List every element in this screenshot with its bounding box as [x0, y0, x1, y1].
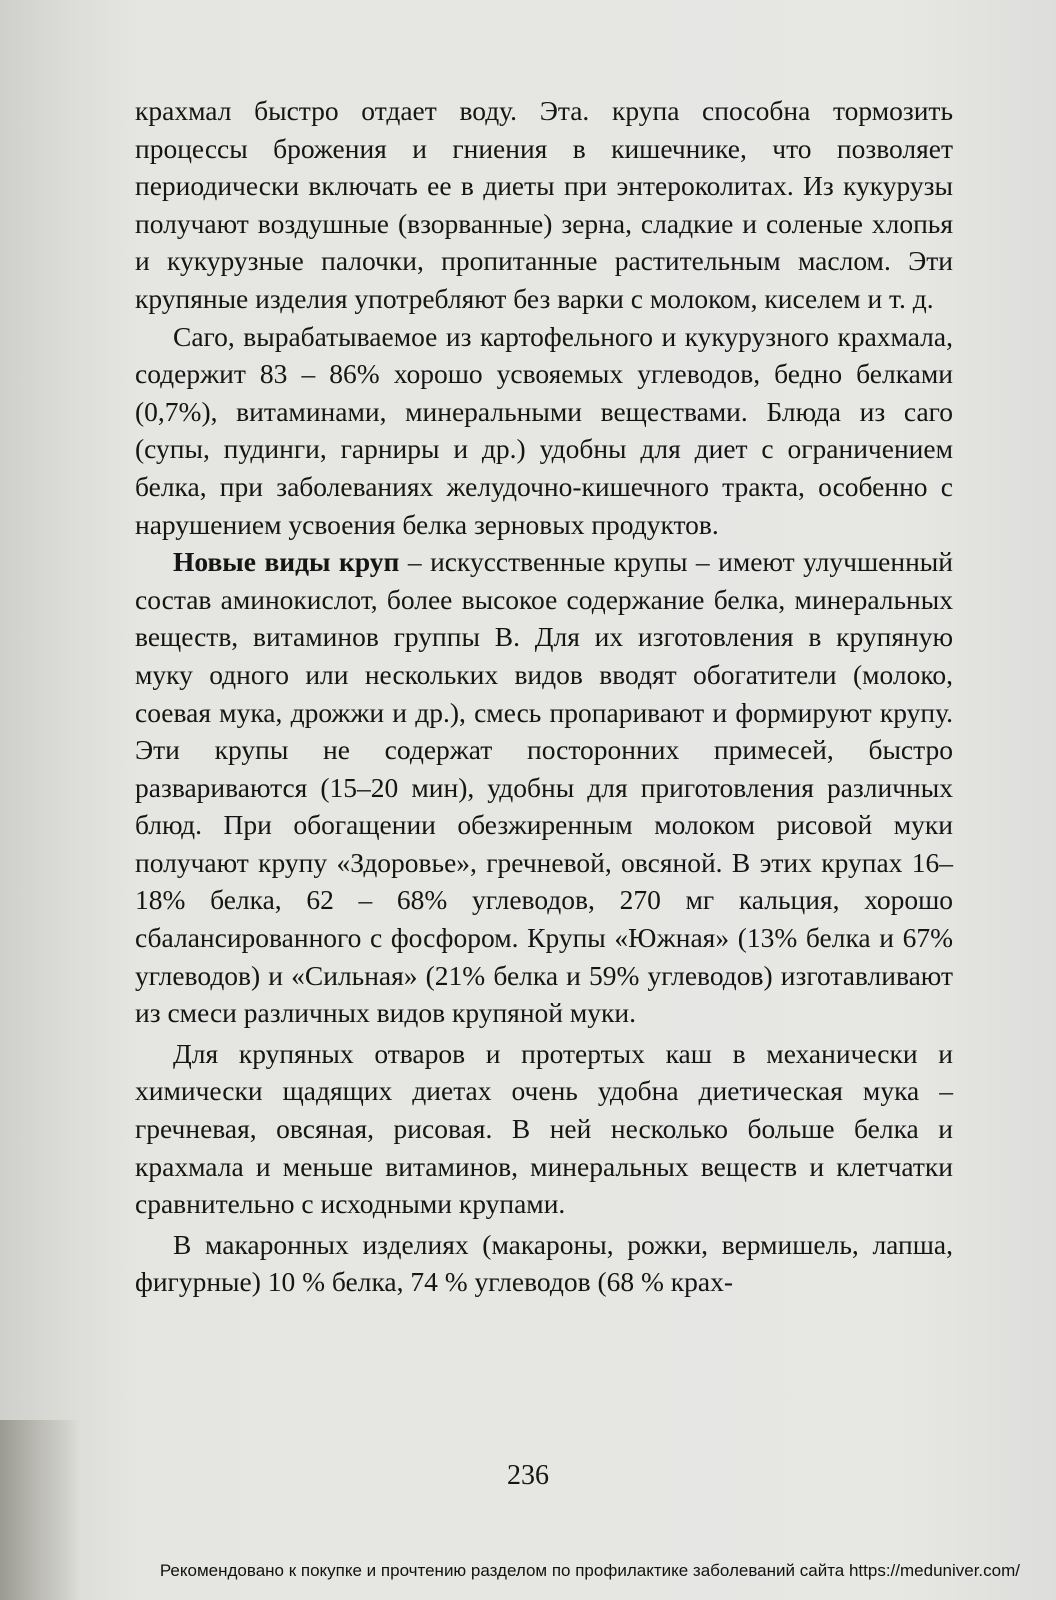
page-number: 236: [507, 1460, 549, 1491]
body-text: [135, 92, 953, 1301]
paragraph-dietary-flour: Для крупяных отваров и протертых каш в механически и химически щадящих диетах очень удобна диетическая мука – гречневая, овсяная, рисовая. В ней несколько больше белка и крахмала и меньше витаминов, минеральных веществ и клетчатки сравнительно с исходными крупами.: [135, 1037, 953, 1220]
paragraph-new-groats: [135, 543, 953, 1032]
binding-shadow: [0, 1420, 80, 1600]
paragraph-sago: Саго, вырабатываемое из картофельного и кукурузного крахмала, содержит 83 – 86% хорошо усвояемых углеводов, бедно белками (0,7%), витаминами, минеральными веществами. Блюда из саго (супы, пудинги, гарниры и др.) удобны для диет с ограничением белка, при заболеваниях желудочно-кишечного тракта, особенно с нарушением усвоения белка зерновых продуктов.: [135, 320, 953, 540]
paragraph-new-groats-text: – искусственные крупы – имеют улучшенный состав аминокислот, более высокое содержание белка, минеральных веществ, витаминов группы В. Для их изготовления в крупяную муку одного или нескольких видов вводят обогатители (молоко, соевая мука, дрожжи и др.), смесь пропаривают и формируют крупу. Эти крупы не содержат посторонних примесей, быстро развариваются (15–20 мин), удобны для приготовления различных блюд. При обогащении обезжиренным молоком рисовой муки получают крупу «Здоровье», гречневой, овсяной. В этих крупах 16–18% белка, 62 – 68% углеводов, 270 мг кальция, хорошо сбалансированного с фосфором. Крупы «Южная» (13% белка и 67% углеводов) и «Сильная» (21% белка и 59% углеводов) изготавливают из смеси различных видов крупяной муки.: [135, 546, 953, 1029]
paragraph-pasta: В макаронных изделиях (макароны, рожки, вермишель, лапша, фигурные) 10 % белка, 74 % углеводов (68 % крах-: [135, 1228, 953, 1298]
paragraph-corn: крахмал быстро отдает воду. Эта. крупа способна тормозить процессы брожения и гниения в кишечнике, что позволяет периодически включать ее в диеты при энтероколитах. Из кукурузы получают воздушные (взорванные) зерна, сладкие и соленые хлопья и кукурузные палочки, пропитанные растительным маслом. Эти крупяные изделия употребляют без варки с молоком, киселем и т. д.: [135, 95, 953, 314]
footer-recommendation: Рекомендовано к покупке и прочтению разделом по профилактике заболеваний сайта https://meduniver.com/: [159, 1561, 1020, 1580]
term-new-groats: Новые виды круп: [173, 546, 400, 578]
